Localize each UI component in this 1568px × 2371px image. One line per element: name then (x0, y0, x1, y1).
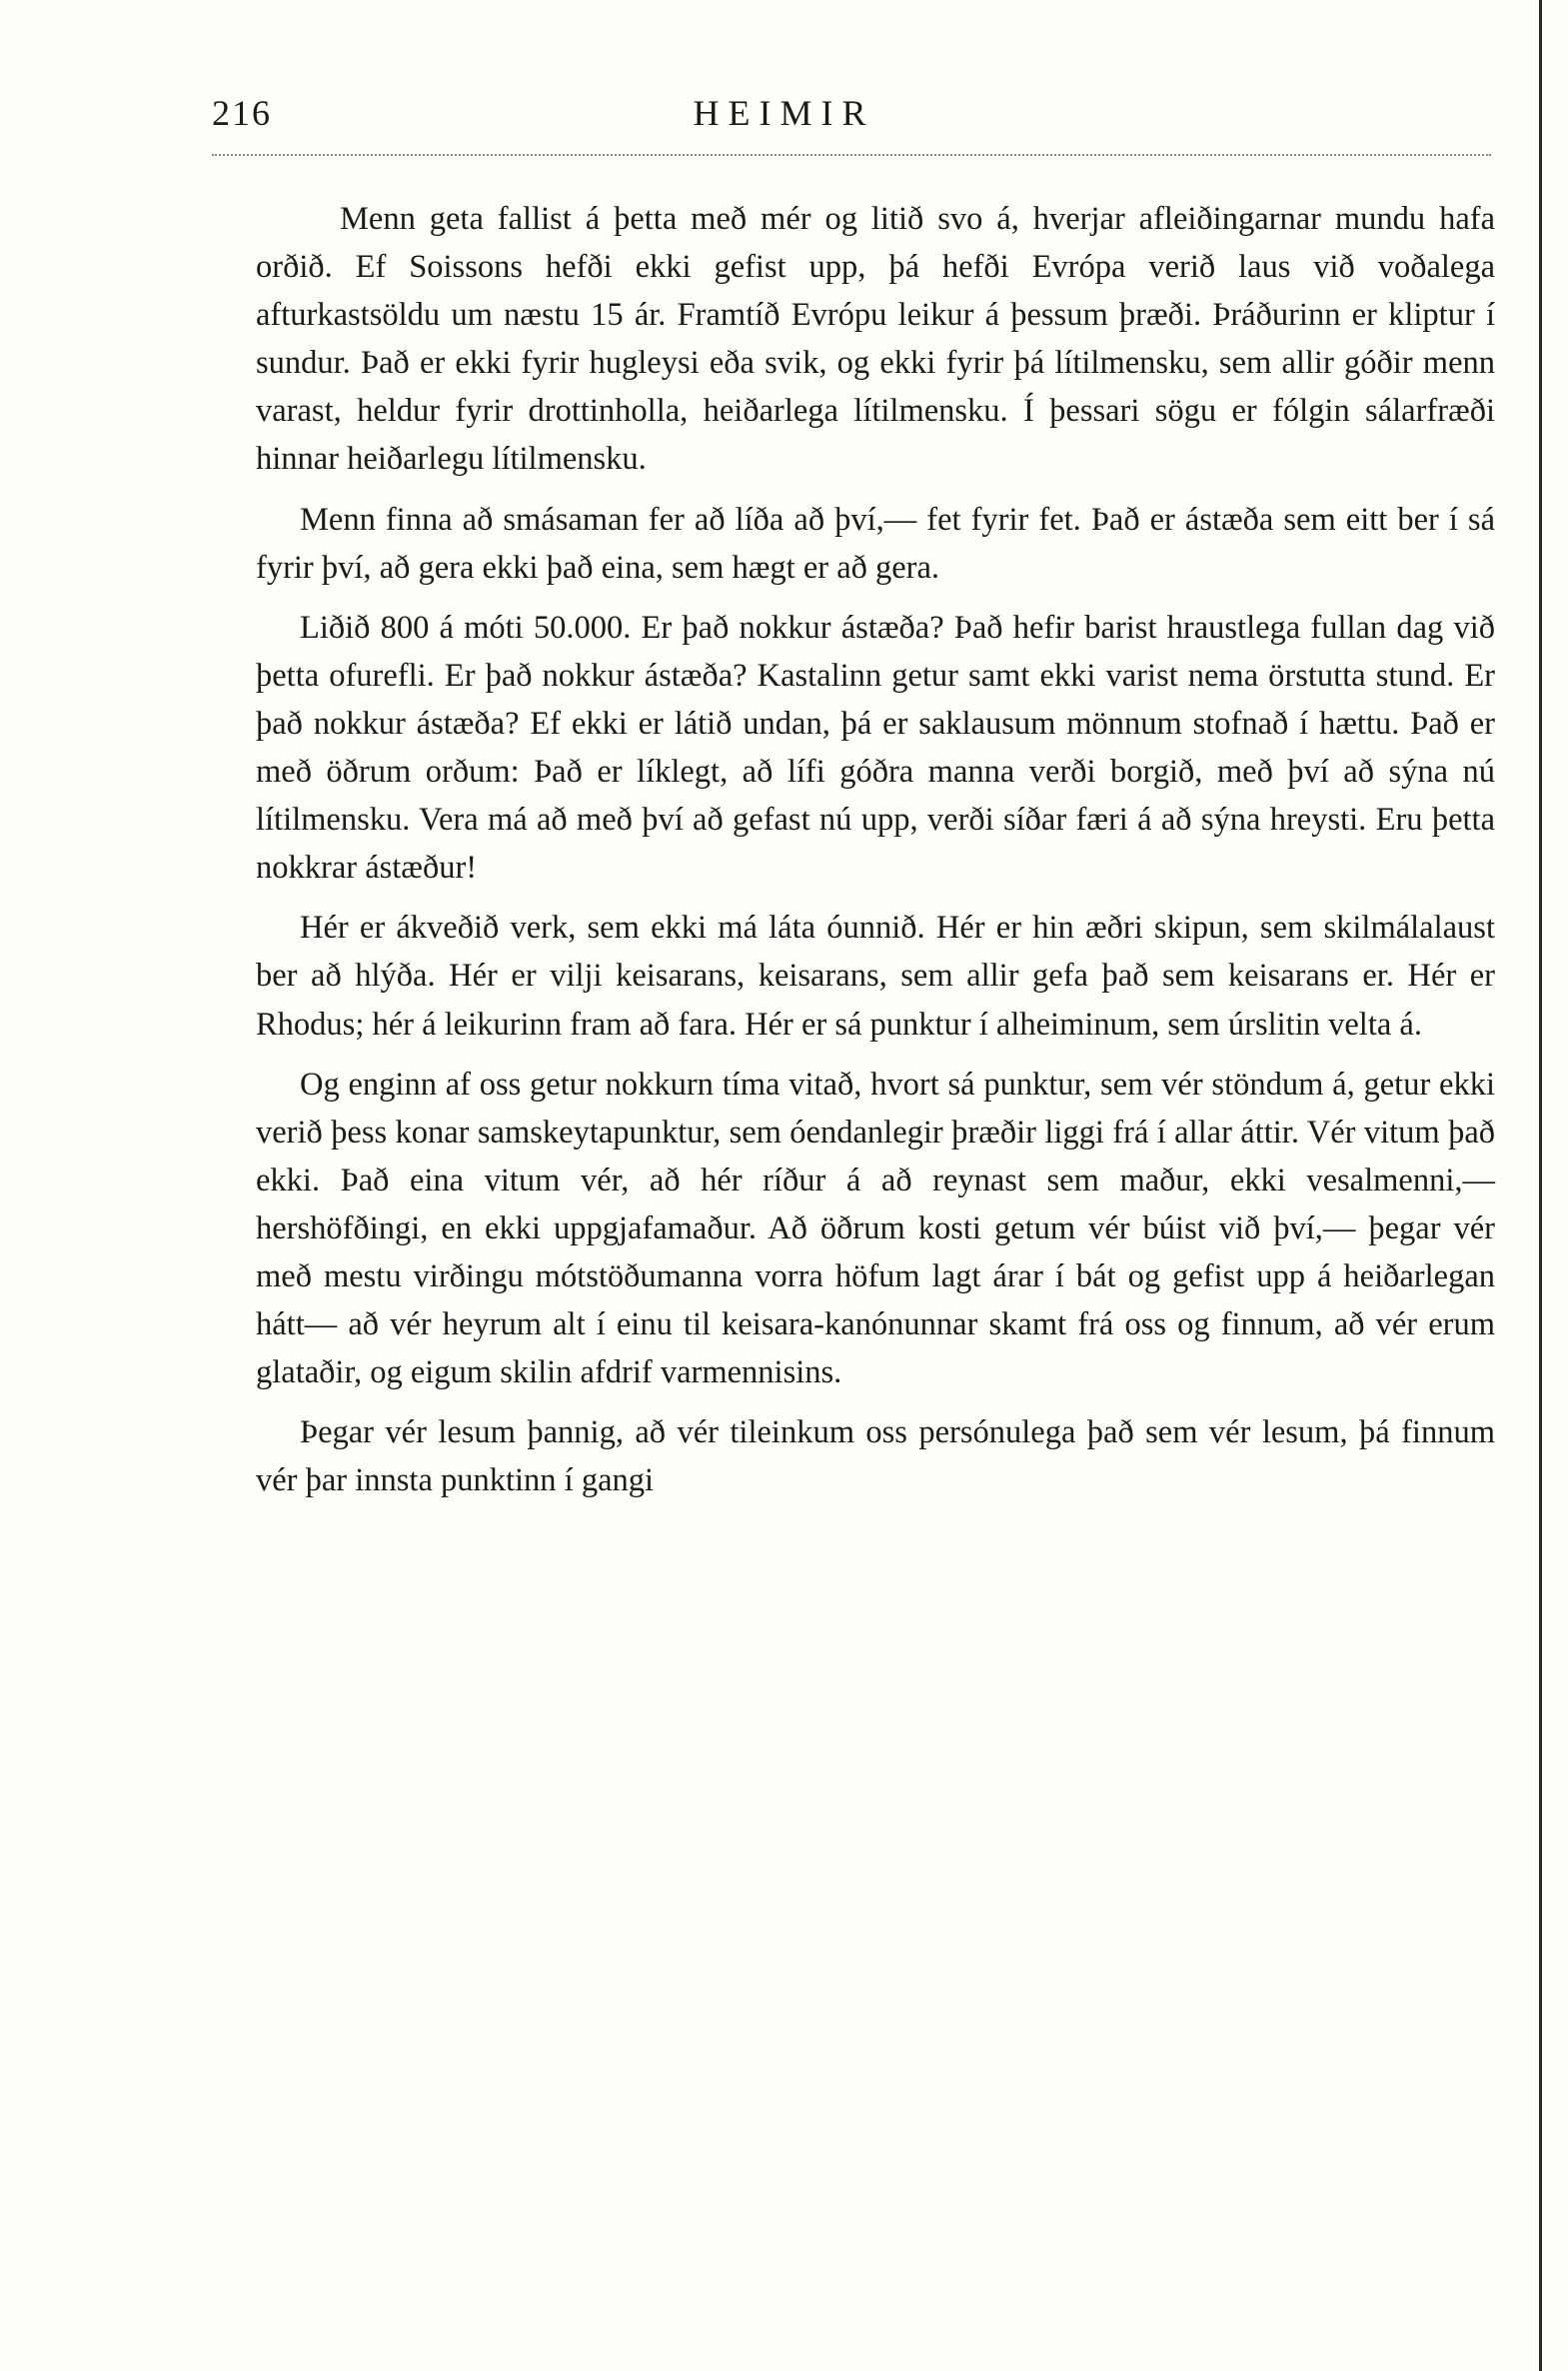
page-header (0, 92, 1568, 142)
paragraph: Menn geta fallist á þetta með mér og litið svo á, hverjar afleiðingarnar mundu hafa orðið. Ef Soissons hefði ekki gefist upp, þá hefði Evrópa verið laus við voðalega afturkastsöldu um næstu 15 ár. Framtíð Evrópu leikur á þessum þræði. Þráðurinn er kliptur í sundur. Það er ekki fyrir hugleysi eða svik, og ekki fyrir þá lítilmensku, sem allir góðir menn varast, heldur fyrir drottinholla, heiðarlega lítilmensku. Í þessari sögu er fólgin sálarfræði hinnar heiðarlegu lítilmensku. (256, 201, 1495, 478)
paragraph: Og enginn af oss getur nokkurn tíma vitað, hvort sá punktur, sem vér stöndum á, getur ekki verið þess konar samskeytapunktur, sem óendanlegir þræðir liggi frá í allar áttir. Vér vitum það ekki. Það eina vitum vér, að hér ríður á að reynast sem maður, ekki vesalmenni,— hershöfðingi, en ekki uppgjafamaður. Að öðrum kosti getum vér búist við því,— þegar vér með mestu virðingu mótstöðumanna vorra höfum lagt árar í bát og gefist upp á heiðarlegan hátt— að vér heyrum alt í einu til keisara-kanónunnar skamt frá oss og finnum, að vér erum glataðir, og eigum skilin afdrif varmennisins. (256, 1066, 1495, 1391)
header-rule (212, 154, 1491, 156)
paragraph: Liðið 800 á móti 50.000. Er það nokkur ástæða? Það hefir barist hraustlega fullan dag við þetta ofurefli. Er það nokkur ástæða? Kastalinn getur samt ekki varist nema örstutta stund. Er það nokkur ástæða? Ef ekki er látið undan, þá er saklausum mönnum stofnað í hættu. Það er með öðrum orðum: Það er líklegt, að lífi góðra manna verði borgið, með því að sýna nú lítilmensku. Vera má að með því að gefast nú upp, verði síðar færi á að sýna hreysti. Eru þetta nokkrar ástæður! (256, 609, 1495, 887)
body-text (256, 195, 1495, 1516)
page-number: 216 (212, 93, 272, 133)
paragraph: Hér er ákveðið verk, sem ekki má láta óunnið. Hér er hin æðri skipun, sem skilmálalaust ber að hlýða. Hér er vilji keisarans, keisarans, sem allir gefa það sem keisarans er. Hér er Rhodus; hér á leikurinn fram að fara. Hér er sá punktur í alheiminum, sem úrslitin velta á. (256, 910, 1495, 1043)
paragraph: Þegar vér lesum þannig, að vér tileinkum oss persónulega það sem vér lesum, þá finnum vér þar innsta punktinn í gangi (256, 1414, 1495, 1499)
paragraph: Menn finna að smásaman fer að líða að því,— fet fyrir fet. Það er ástæða sem eitt ber í sá fyrir því, að gera ekki það eina, sem hægt er að gera. (256, 501, 1495, 586)
page-edge-line (1539, 0, 1542, 2371)
running-head: HEIMIR (693, 93, 875, 133)
